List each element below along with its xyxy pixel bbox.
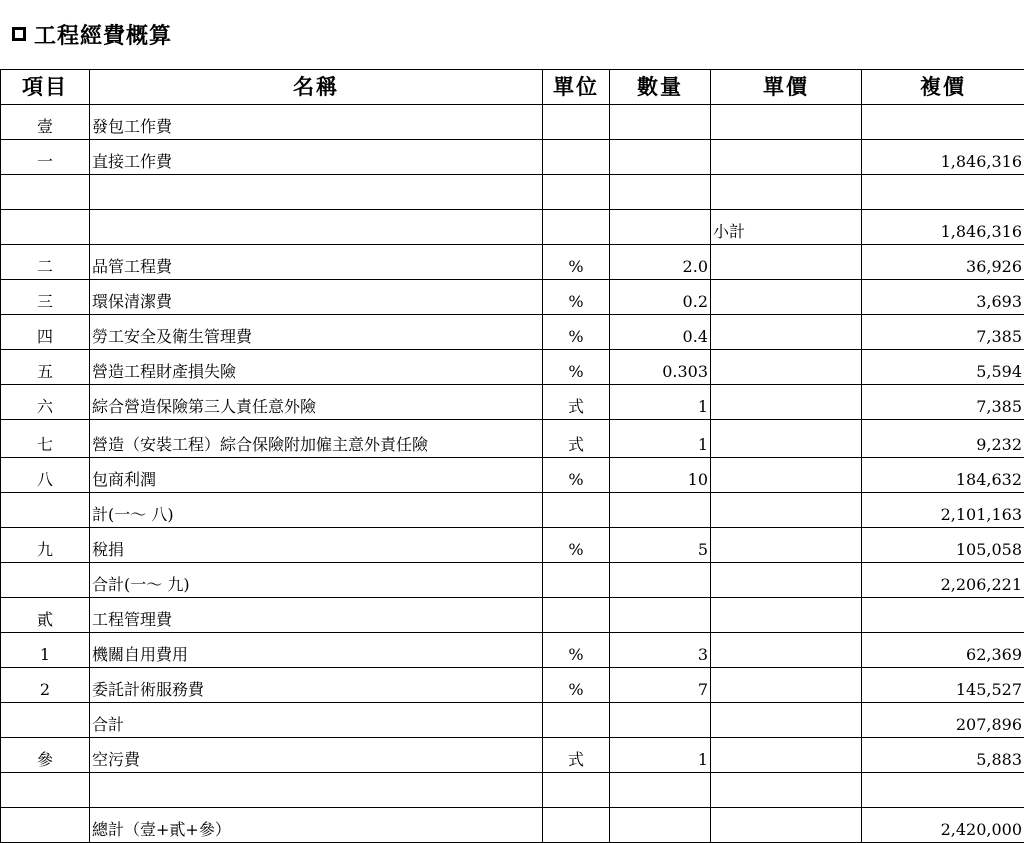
- unit-price-cell: [711, 598, 862, 633]
- item-cell: 1: [1, 633, 90, 668]
- amount-cell: 1,846,316: [862, 210, 1024, 245]
- name-cell: [90, 773, 543, 808]
- item-cell: 二: [1, 245, 90, 280]
- unit-price-cell: [711, 385, 862, 420]
- item-cell: 六: [1, 385, 90, 420]
- name-cell: 稅捐: [90, 528, 543, 563]
- item-cell: 三: [1, 280, 90, 315]
- name-cell: 發包工作費: [90, 105, 543, 140]
- table-row: [1, 493, 1024, 528]
- amount-cell: 2,420,000: [862, 808, 1024, 843]
- name-cell: 環保清潔費: [90, 280, 543, 315]
- unit-price-cell: [711, 420, 862, 458]
- unit-cell: [543, 210, 610, 245]
- table-row: [1, 633, 1024, 668]
- item-cell: 四: [1, 315, 90, 350]
- header-unit: 單位: [543, 70, 610, 105]
- header-name: 名稱: [90, 70, 543, 105]
- table-body: [1, 105, 1024, 843]
- table-row: [1, 598, 1024, 633]
- quantity-cell: 1: [610, 738, 711, 773]
- quantity-cell: [610, 210, 711, 245]
- amount-cell: [862, 598, 1024, 633]
- amount-cell: 1,846,316: [862, 140, 1024, 175]
- table-row: [1, 528, 1024, 563]
- amount-cell: [862, 175, 1024, 210]
- amount-cell: [862, 773, 1024, 808]
- unit-cell: [543, 703, 610, 738]
- unit-price-cell: [711, 493, 862, 528]
- page-title-text: 工程經費概算: [34, 19, 172, 50]
- unit-cell: 式: [543, 385, 610, 420]
- amount-cell: 9,232: [862, 420, 1024, 458]
- amount-cell: [862, 105, 1024, 140]
- table-row: [1, 563, 1024, 598]
- item-cell: [1, 563, 90, 598]
- name-cell: [90, 175, 543, 210]
- amount-cell: 184,632: [862, 458, 1024, 493]
- amount-cell: 105,058: [862, 528, 1024, 563]
- quantity-cell: [610, 493, 711, 528]
- item-cell: [1, 773, 90, 808]
- header-total: 複價: [862, 70, 1024, 105]
- unit-price-cell: [711, 668, 862, 703]
- item-cell: [1, 808, 90, 843]
- name-cell: 工程管理費: [90, 598, 543, 633]
- unit-cell: %: [543, 315, 610, 350]
- quantity-cell: 0.2: [610, 280, 711, 315]
- table-row: [1, 175, 1024, 210]
- item-cell: 一: [1, 140, 90, 175]
- name-cell: 總計（壹+貳+參）: [90, 808, 543, 843]
- name-cell: [90, 210, 543, 245]
- unit-cell: 式: [543, 420, 610, 458]
- quantity-cell: 7: [610, 668, 711, 703]
- table-row: [1, 668, 1024, 703]
- unit-cell: [543, 140, 610, 175]
- item-cell: [1, 493, 90, 528]
- unit-price-cell: [711, 315, 862, 350]
- quantity-cell: [610, 563, 711, 598]
- unit-cell: [543, 175, 610, 210]
- unit-price-cell: [711, 528, 862, 563]
- header-item: 項目: [1, 70, 90, 105]
- name-cell: 綜合營造保險第三人責任意外險: [90, 385, 543, 420]
- table-row: [1, 210, 1024, 245]
- unit-price-cell: [711, 563, 862, 598]
- item-cell: [1, 175, 90, 210]
- table-row: [1, 738, 1024, 773]
- quantity-cell: 3: [610, 633, 711, 668]
- unit-cell: [543, 808, 610, 843]
- unit-cell: [543, 563, 610, 598]
- unit-price-cell: [711, 245, 862, 280]
- name-cell: 空污費: [90, 738, 543, 773]
- unit-price-cell: [711, 458, 862, 493]
- item-cell: 壹: [1, 105, 90, 140]
- amount-cell: 5,883: [862, 738, 1024, 773]
- name-cell: 品管工程費: [90, 245, 543, 280]
- unit-cell: [543, 105, 610, 140]
- amount-cell: 5,594: [862, 350, 1024, 385]
- quantity-cell: 2.0: [610, 245, 711, 280]
- unit-cell: %: [543, 245, 610, 280]
- unit-cell: %: [543, 350, 610, 385]
- unit-price-cell: [711, 738, 862, 773]
- unit-cell: %: [543, 668, 610, 703]
- name-cell: 委託計術服務費: [90, 668, 543, 703]
- quantity-cell: 10: [610, 458, 711, 493]
- table-header-row: [1, 70, 1024, 105]
- unit-price-cell: [711, 703, 862, 738]
- amount-cell: 207,896: [862, 703, 1024, 738]
- amount-cell: 3,693: [862, 280, 1024, 315]
- unit-price-cell: [711, 808, 862, 843]
- header-qty: 數量: [610, 70, 711, 105]
- unit-price-cell: [711, 175, 862, 210]
- table-row: [1, 703, 1024, 738]
- unit-cell: [543, 493, 610, 528]
- amount-cell: 7,385: [862, 315, 1024, 350]
- budget-table: [0, 69, 1024, 843]
- name-cell: 直接工作費: [90, 140, 543, 175]
- unit-cell: %: [543, 633, 610, 668]
- item-cell: 九: [1, 528, 90, 563]
- table-row: [1, 280, 1024, 315]
- item-cell: 七: [1, 420, 90, 458]
- name-cell: 勞工安全及衛生管理費: [90, 315, 543, 350]
- item-cell: [1, 210, 90, 245]
- table-row: [1, 385, 1024, 420]
- amount-cell: 7,385: [862, 385, 1024, 420]
- quantity-cell: [610, 140, 711, 175]
- amount-cell: 62,369: [862, 633, 1024, 668]
- table-row: [1, 808, 1024, 843]
- table-row: [1, 458, 1024, 493]
- quantity-cell: [610, 808, 711, 843]
- amount-cell: 2,101,163: [862, 493, 1024, 528]
- quantity-cell: [610, 175, 711, 210]
- name-cell: 合計: [90, 703, 543, 738]
- table-row: [1, 315, 1024, 350]
- name-cell: 營造工程財產損失險: [90, 350, 543, 385]
- name-cell: 計(一～ 八): [90, 493, 543, 528]
- unit-price-cell: [711, 140, 862, 175]
- quantity-cell: 5: [610, 528, 711, 563]
- unit-cell: 式: [543, 738, 610, 773]
- item-cell: 貳: [1, 598, 90, 633]
- table-row: [1, 350, 1024, 385]
- unit-price-cell: [711, 633, 862, 668]
- item-cell: 2: [1, 668, 90, 703]
- table-row: [1, 773, 1024, 808]
- unit-cell: [543, 598, 610, 633]
- quantity-cell: [610, 773, 711, 808]
- name-cell: 包商利潤: [90, 458, 543, 493]
- unit-price-cell: [711, 773, 862, 808]
- table-row: [1, 245, 1024, 280]
- unit-price-cell: [711, 280, 862, 315]
- page-title: [12, 20, 172, 48]
- amount-cell: 145,527: [862, 668, 1024, 703]
- name-cell: 營造（安裝工程）綜合保險附加僱主意外責任險: [90, 420, 543, 458]
- header-price: 單價: [711, 70, 862, 105]
- amount-cell: 36,926: [862, 245, 1024, 280]
- unit-price-cell: [711, 350, 862, 385]
- quantity-cell: 1: [610, 385, 711, 420]
- quantity-cell: [610, 703, 711, 738]
- name-cell: 機關自用費用: [90, 633, 543, 668]
- name-cell: 合計(一～ 九): [90, 563, 543, 598]
- quantity-cell: 0.303: [610, 350, 711, 385]
- table-row: [1, 140, 1024, 175]
- unit-cell: %: [543, 528, 610, 563]
- unit-cell: %: [543, 458, 610, 493]
- item-cell: 參: [1, 738, 90, 773]
- item-cell: 五: [1, 350, 90, 385]
- square-bullet-icon: [12, 27, 26, 41]
- quantity-cell: [610, 105, 711, 140]
- unit-cell: [543, 773, 610, 808]
- item-cell: [1, 703, 90, 738]
- table-row: [1, 105, 1024, 140]
- quantity-cell: 1: [610, 420, 711, 458]
- quantity-cell: [610, 598, 711, 633]
- quantity-cell: 0.4: [610, 315, 711, 350]
- unit-price-cell: [711, 105, 862, 140]
- unit-cell: %: [543, 280, 610, 315]
- unit-price-cell: 小計: [711, 210, 862, 245]
- item-cell: 八: [1, 458, 90, 493]
- table-row: [1, 420, 1024, 458]
- amount-cell: 2,206,221: [862, 563, 1024, 598]
